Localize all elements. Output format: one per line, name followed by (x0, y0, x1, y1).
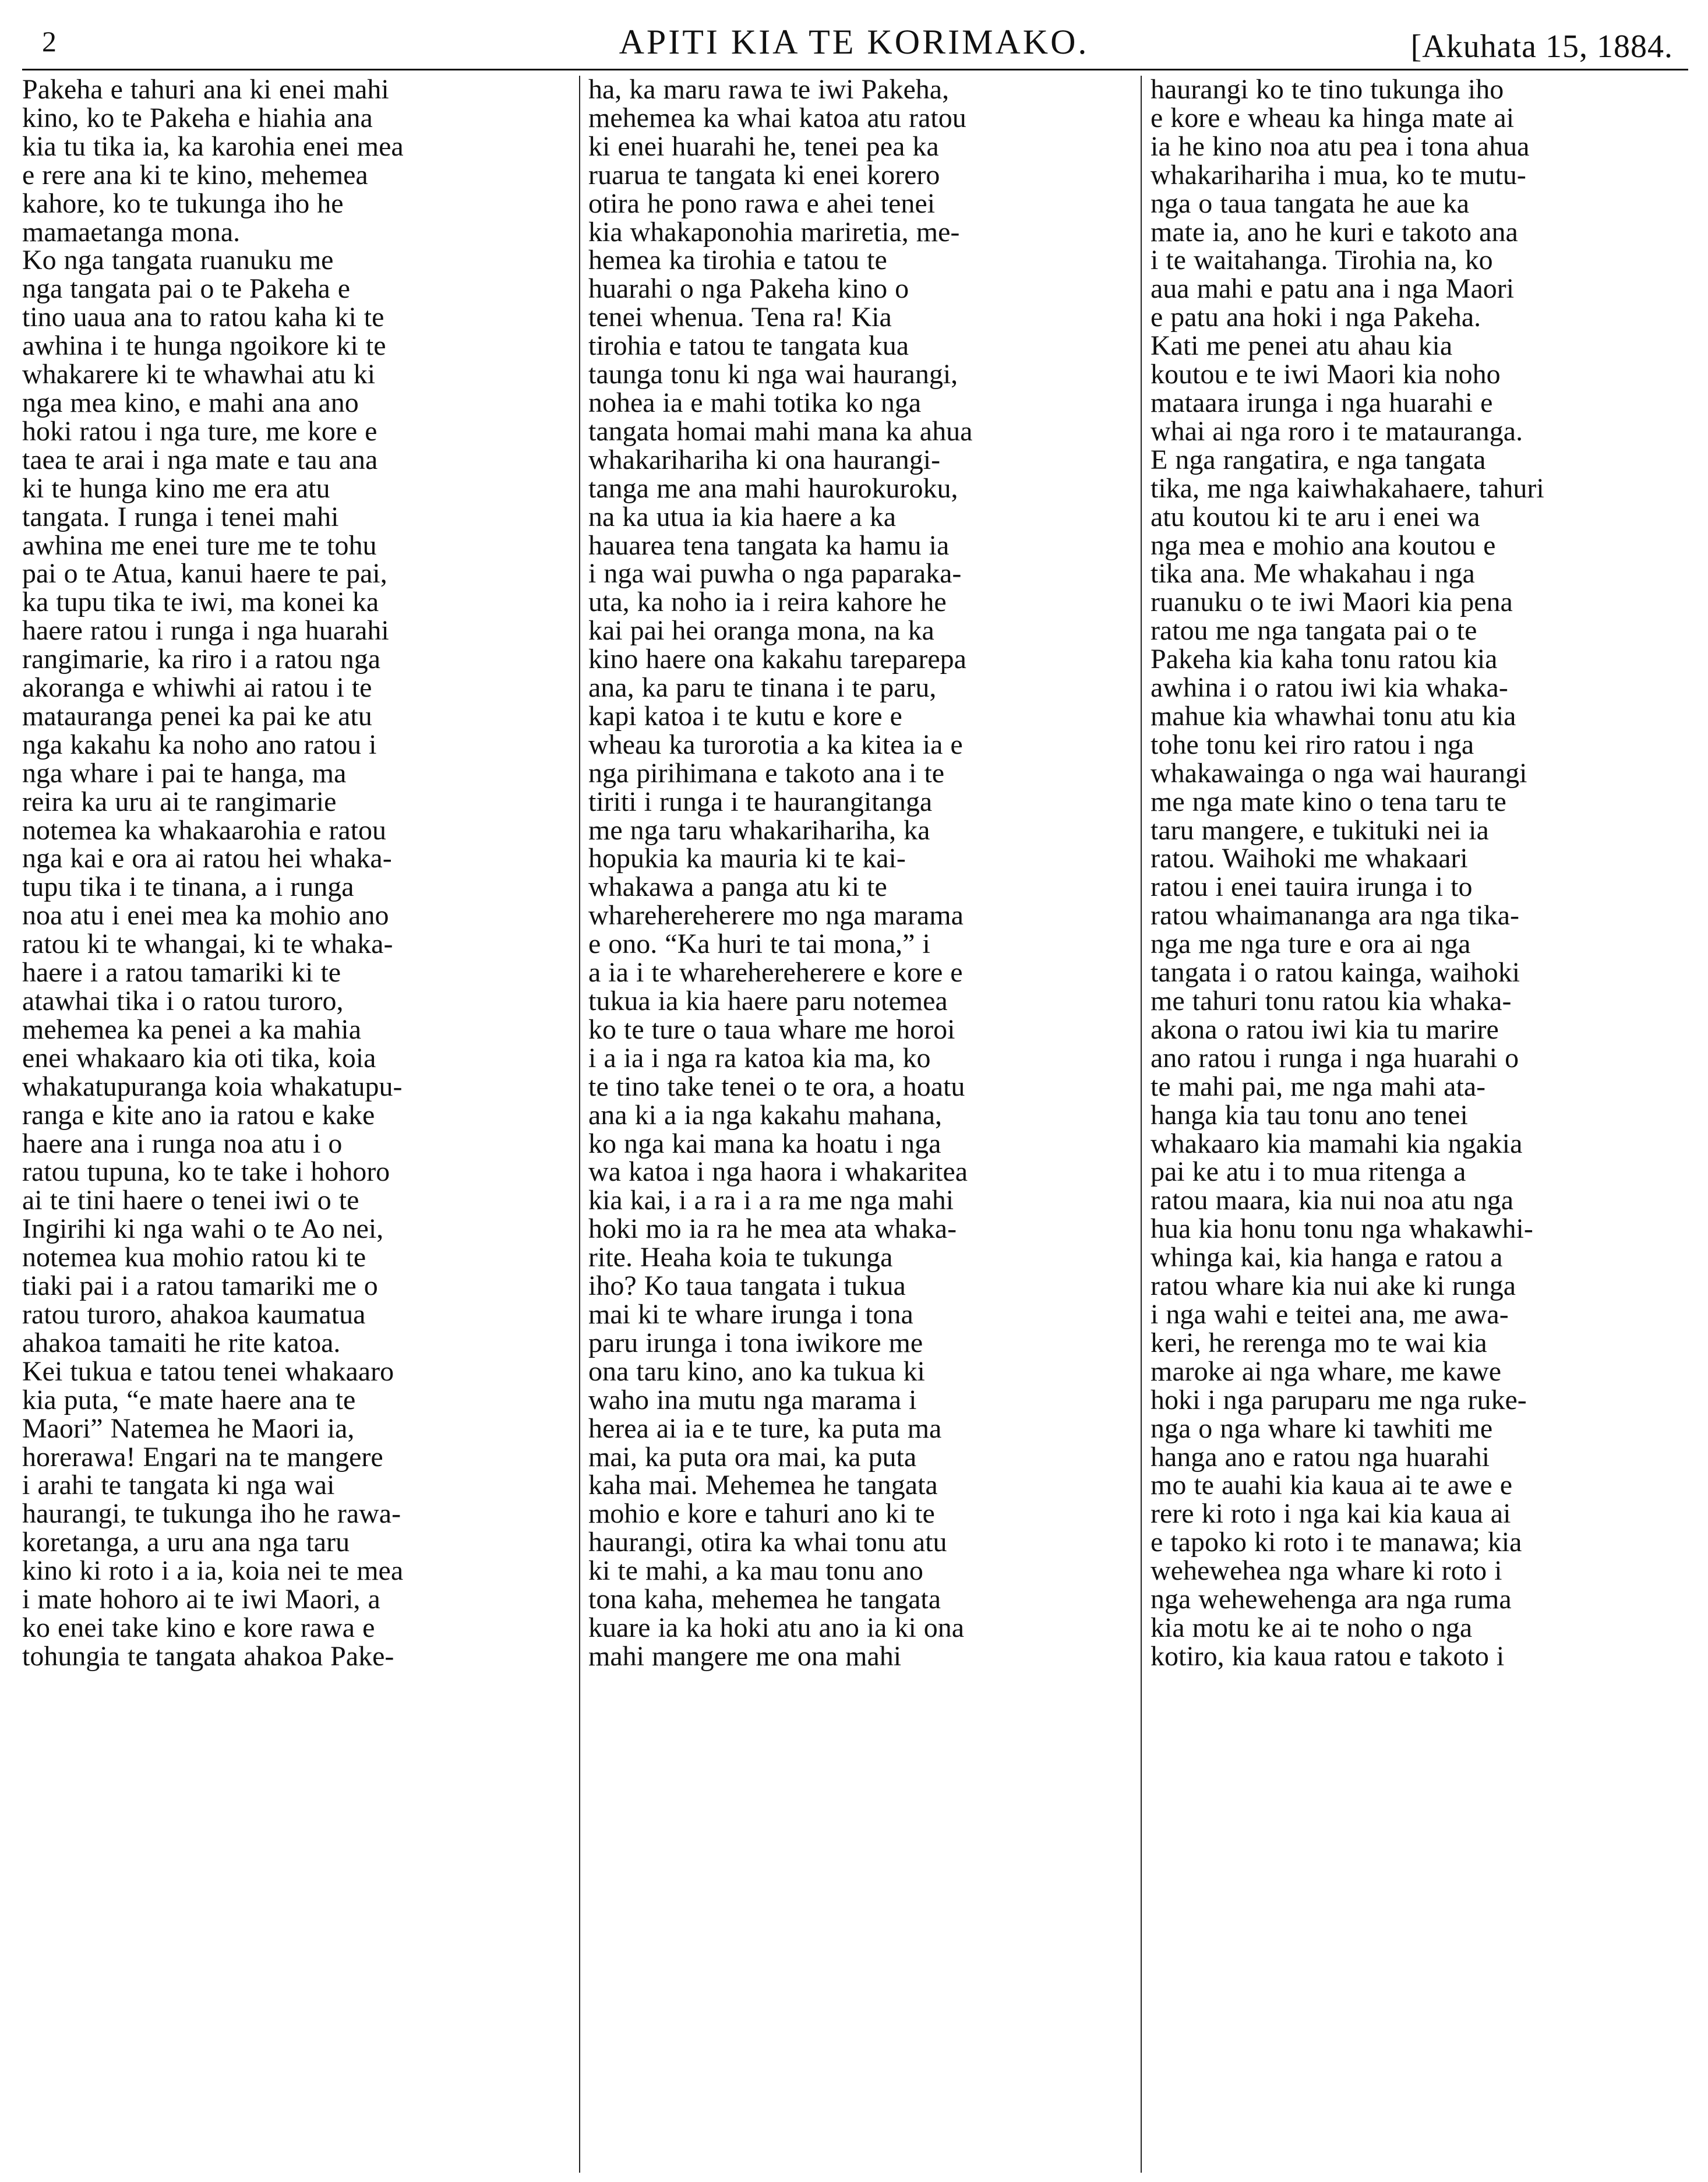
text-line: nga me nga ture e ora ai nga (1151, 928, 1471, 960)
text-line: haere ana i runga noa atu i o (22, 1128, 343, 1159)
text-line: ahakoa tamaiti he rite katoa. (22, 1327, 341, 1358)
text-line: mehemea ka whai katoa atu ratou (588, 102, 966, 133)
text-line: notemea ka whakaarohia e ratou (22, 814, 387, 846)
text-line: whakarihariha i mua, ko te mutu- (1151, 159, 1526, 190)
text-line: Kati me penei atu ahau kia (1151, 330, 1453, 362)
text-line: me tahuri tonu ratou kia whaka- (1151, 986, 1512, 1016)
text-line: ratou i enei tauira irunga i to (1151, 871, 1473, 903)
text-line: Pakeha kia kaha tonu ratou kia (1151, 644, 1498, 675)
text-line: nga o nga whare ki tawhiti me (1151, 1413, 1493, 1444)
text-line: ko te ture o taua whare me horoi (588, 1014, 955, 1045)
text-line: e tapoko ki roto i te manawa; kia (1151, 1527, 1522, 1558)
text-line: me nga mate kino o tena taru te (1151, 786, 1506, 817)
text-line: notemea kua mohio ratou ki te (22, 1242, 366, 1273)
text-line: tiriti i runga i te haurangitanga (588, 786, 933, 817)
text-line: kuare ia ka hoki atu ano ia ki ona (588, 1612, 965, 1643)
text-line: ha, ka maru rawa te iwi Pakeha, (588, 76, 950, 105)
text-line: hanga ano e ratou nga huarahi (1151, 1441, 1490, 1473)
text-line: hoki i nga paruparu me nga ruke- (1151, 1384, 1527, 1415)
text-line: ko nga kai mana ka hoatu i nga (588, 1128, 941, 1159)
text-line: tohe tonu kei riro ratou i nga (1151, 729, 1474, 760)
text-line: ratou. Waihoki me whakaari (1151, 843, 1468, 874)
text-line: kino, ko te Pakeha e hiahia ana (22, 102, 373, 133)
text-line: hemea ka tirohia e tatou te (588, 245, 887, 276)
text-line: haurangi, te tukunga iho he rawa- (22, 1498, 401, 1530)
text-line: awhina me enei ture me te tohu (22, 529, 377, 561)
text-line: nohea ia e mahi totika ko nga (588, 387, 922, 418)
text-line: mai ki te whare irunga i tona (588, 1298, 913, 1330)
text-line: nga kai e ora ai ratou hei whaka- (22, 843, 392, 874)
text-line: koutou e te iwi Maori kia noho (1151, 359, 1501, 390)
text-line: Kei tukua e tatou tenei whakaaro (22, 1355, 394, 1387)
text-line: kotiro, kia kaua ratou e takoto i (1151, 1640, 1505, 1672)
text-line: awhina i o ratou iwi kia whaka- (1151, 672, 1508, 704)
text-line: ratou ki te whangai, ki te whaka- (22, 928, 393, 960)
text-line: a ia i te wharehereherere e kore e (588, 957, 963, 988)
text-line: haurangi, otira ka whai tonu atu (588, 1527, 947, 1558)
page-number: 2 (42, 25, 57, 58)
text-line: tika ana. Me whakahau i nga (1151, 558, 1475, 589)
text-line: hoki mo ia ra he mea ata whaka- (588, 1213, 957, 1245)
text-line: ka tupu tika te iwi, ma konei ka (22, 587, 379, 618)
text-line: ki te mahi, a ka mau tonu ano (588, 1555, 923, 1587)
article-columns (0, 76, 1708, 2173)
text-line: Ingirihi ki nga wahi o te Ao nei, (22, 1213, 384, 1245)
text-line: kai pai hei oranga mona, na ka (588, 615, 934, 647)
text-line: whakawa a panga atu ki te (588, 871, 887, 903)
text-line: kia kai, i a ra i a ra me nga mahi (588, 1185, 954, 1216)
text-line: ana ki a ia nga kakahu mahana, (588, 1099, 943, 1131)
text-line: ai te tini haere o tenei iwi o te (22, 1185, 359, 1216)
text-line: kapi katoa i te kutu e kore e (588, 700, 902, 732)
text-line: wa katoa i nga haora i whakaritea (588, 1156, 968, 1188)
newspaper-title: APITI KIA TE KORIMAKO. (619, 23, 1089, 61)
text-line: mahi mangere me ona mahi (588, 1640, 902, 1672)
text-line: tupu tika i te tinana, a i runga (22, 871, 354, 903)
text-line: otira he pono rawa e ahei tenei (588, 188, 936, 219)
text-line: ki te hunga kino me era atu (22, 472, 330, 504)
text-line: nga mea kino, e mahi ana ano (22, 387, 359, 418)
text-line: reira ka uru ai te rangimarie (22, 786, 337, 817)
text-line: pai ke atu i to mua ritenga a (1151, 1156, 1466, 1188)
text-line: koretanga, a uru ana nga taru (22, 1527, 350, 1558)
text-line: hauarea tena tangata ka hamu ia (588, 529, 950, 561)
text-line: E nga rangatira, e nga tangata (1151, 444, 1486, 475)
text-line: i a ia i nga ra katoa kia ma, ko (588, 1042, 931, 1074)
text-line: aua mahi e patu ana i nga Maori (1151, 273, 1515, 305)
text-line: ranga e kite ano ia ratou e kake (22, 1099, 375, 1131)
text-line: kia puta, “e mate haere ana te (22, 1384, 356, 1415)
text-line: nga pirihimana e takoto ana i te (588, 757, 945, 789)
text-line: ratou tupuna, ko te take i hohoro (22, 1156, 390, 1188)
text-line: whinga kai, kia hanga e ratou a (1151, 1242, 1503, 1273)
text-line: i mate hohoro ai te iwi Maori, a (22, 1584, 380, 1615)
text-line: herea ai ia e te ture, ka puta ma (588, 1413, 942, 1444)
text-line: e ono. “Ka huri te tai mona,” i (588, 928, 930, 960)
text-line: tino uaua ana to ratou kaha ki te (22, 302, 384, 333)
text-line: rangimarie, ka riro i a ratou nga (22, 644, 381, 675)
text-line: mo te auahi kia kaua ai te awe e (1151, 1470, 1513, 1501)
text-line: hanga kia tau tonu ano tenei (1151, 1099, 1468, 1131)
text-line: i arahi te tangata ki nga wai (22, 1470, 335, 1501)
text-line: haere i a ratou tamariki ki te (22, 957, 341, 988)
text-line: mahue kia whawhai tonu atu kia (1151, 700, 1516, 732)
text-line: uta, ka noho ia i reira kahore he (588, 587, 947, 618)
text-line: horerawa! Engari na te mangere (22, 1441, 383, 1473)
text-line: e kore e wheau ka hinga mate ai (1151, 102, 1515, 133)
text-line: nga wehewehenga ara nga ruma (1151, 1584, 1512, 1615)
text-line: me nga taru whakarihariha, ka (588, 814, 930, 846)
text-line: ruarua te tangata ki enei korero (588, 159, 940, 190)
text-line: taea te arai i nga mate e tau ana (22, 444, 378, 475)
text-line: ruanuku o te iwi Maori kia pena (1151, 587, 1513, 618)
text-line: atawhai tika i o ratou turoro, (22, 986, 344, 1016)
text-line: nga tangata pai o te Pakeha e (22, 273, 351, 305)
text-line: Pakeha e tahuri ana ki enei mahi (22, 76, 389, 105)
text-line: keri, he rerenga mo te wai kia (1151, 1327, 1487, 1358)
text-line: ratou whaimananga ara nga tika- (1151, 900, 1520, 931)
text-line: nga mea e mohio ana koutou e (1151, 529, 1496, 561)
text-line: mate ia, ano he kuri e takoto ana (1151, 216, 1518, 248)
text-line: mehemea ka penei a ka mahia (22, 1014, 362, 1045)
text-line: tenei whenua. Tena ra! Kia (588, 302, 892, 333)
text-column-1 (22, 76, 570, 2173)
text-line: maroke ai nga whare, me kawe (1151, 1355, 1502, 1387)
text-line: noa atu i enei mea ka mohio ano (22, 900, 389, 931)
text-line: pai o te Atua, kanui haere te pai, (22, 558, 387, 589)
text-line: tona kaha, mehemea he tangata (588, 1584, 941, 1615)
text-line: ratou maara, kia nui noa atu nga (1151, 1185, 1514, 1216)
text-line: akona o ratou iwi kia tu marire (1151, 1014, 1499, 1045)
text-line: wehewehea nga whare ki roto i (1151, 1555, 1502, 1587)
text-line: matauranga penei ka pai ke atu (22, 700, 372, 732)
text-line: whakatupuranga koia whakatupu- (22, 1071, 403, 1102)
text-line: tohungia te tangata ahakoa Pake- (22, 1640, 394, 1672)
text-line: mataara irunga i nga huarahi e (1151, 387, 1493, 418)
text-line: whakarere ki te whawhai atu ki (22, 359, 376, 390)
text-line: rere ki roto i nga kai kia kaua ai (1151, 1498, 1511, 1530)
header-rule (22, 69, 1688, 70)
text-line: atu koutou ki te aru i enei wa (1151, 501, 1480, 532)
text-line: nga whare i pai te hanga, ma (22, 757, 347, 789)
text-line: whakawainga o nga wai haurangi (1151, 757, 1527, 789)
text-line: ko enei take kino e kore rawa e (22, 1612, 375, 1643)
text-line: taunga tonu ki nga wai haurangi, (588, 359, 958, 390)
text-line: ratou me nga tangata pai o te (1151, 615, 1477, 647)
text-line: tukua ia kia haere paru notemea (588, 986, 948, 1016)
text-line: enei whakaaro kia oti tika, koia (22, 1042, 376, 1074)
text-line: kino ki roto i a ia, koia nei te mea (22, 1555, 404, 1587)
text-line: mamaetanga mona. (22, 216, 241, 248)
text-line: hua kia honu tonu nga whakawhi- (1151, 1213, 1533, 1245)
text-line: tanga me ana mahi haurokuroku, (588, 472, 958, 504)
text-line: kia motu ke ai te noho o nga (1151, 1612, 1473, 1643)
text-line: te tino take tenei o te ora, a hoatu (588, 1071, 965, 1102)
text-line: haere ratou i runga i nga huarahi (22, 615, 389, 647)
text-line: e patu ana hoki i nga Pakeha. (1151, 302, 1481, 333)
text-line: rite. Heaha koia te tukunga (588, 1242, 893, 1273)
column-divider (579, 76, 580, 2173)
text-line: ano ratou i runga i nga huarahi o (1151, 1042, 1519, 1074)
text-line: ratou turoro, ahakoa kaumatua (22, 1298, 366, 1330)
text-line: nga o taua tangata he aue ka (1151, 188, 1470, 219)
text-column-2 (588, 76, 1136, 2173)
text-line: kino haere ona kakahu tareparepa (588, 644, 966, 675)
text-line: ia he kino noa atu pea i tona ahua (1151, 130, 1530, 162)
text-line: whakaaro kia mamahi kia ngakia (1151, 1128, 1523, 1159)
text-line: mai, ka puta ora mai, ka puta (588, 1441, 917, 1473)
text-line: nga kakahu ka noho ano ratou i (22, 729, 377, 760)
text-line: tika, me nga kaiwhakahaere, tahuri (1151, 472, 1544, 504)
text-line: e rere ana ki te kino, mehemea (22, 159, 368, 190)
text-line: tiaki pai i a ratou tamariki me o (22, 1270, 378, 1302)
text-line: hopukia ka mauria ki te kai- (588, 843, 906, 874)
text-line: i nga wai puwha o nga paparaka- (588, 558, 962, 589)
text-line: paru irunga i tona iwikore me (588, 1327, 923, 1358)
text-line: akoranga e whiwhi ai ratou i te (22, 672, 372, 704)
text-line: i nga wahi e teitei ana, me awa- (1151, 1298, 1509, 1330)
text-line: ratou whare kia nui ake ki runga (1151, 1270, 1516, 1302)
text-line: i te waitahanga. Tirohia na, ko (1151, 245, 1493, 276)
text-line: tangata homai mahi mana ka ahua (588, 415, 973, 447)
text-line: kia whakaponohia mariretia, me- (588, 216, 960, 248)
text-line: ona taru kino, ano ka tukua ki (588, 1355, 925, 1387)
text-line: wharehereherere mo nga marama (588, 900, 964, 931)
text-line: hoki ratou i nga ture, me kore e (22, 415, 377, 447)
text-line: ana, ka paru te tinana i te paru, (588, 672, 937, 704)
text-line: kaha mai. Mehemea he tangata (588, 1470, 938, 1501)
text-line: Maori” Natemea he Maori ia, (22, 1413, 355, 1444)
text-line: na ka utua ia kia haere a ka (588, 501, 897, 532)
issue-date: [Akuhata 15, 1884. (1410, 29, 1673, 65)
text-line: huarahi o nga Pakeha kino o (588, 273, 909, 305)
text-line: Ko nga tangata ruanuku me (22, 245, 334, 276)
text-line: taru mangere, e tukituki nei ia (1151, 814, 1489, 846)
text-line: haurangi ko te tino tukunga iho (1151, 76, 1504, 105)
text-line: ki enei huarahi he, tenei pea ka (588, 130, 939, 162)
text-line: tirohia e tatou te tangata kua (588, 330, 909, 362)
text-line: wheau ka turorotia a ka kitea ia e (588, 729, 963, 760)
column-divider (1141, 76, 1142, 2173)
text-line: whai ai nga roro i te matauranga. (1151, 415, 1523, 447)
page-header (0, 0, 1708, 64)
text-line: mohio e kore e tahuri ano ki te (588, 1498, 935, 1530)
text-line: waho ina mutu nga marama i (588, 1384, 917, 1415)
text-line: iho? Ko taua tangata i tukua (588, 1270, 906, 1302)
text-column-3 (1151, 76, 1692, 2173)
text-line: whakarihariha ki ona haurangi- (588, 444, 941, 475)
text-line: tangata i o ratou kainga, waihoki (1151, 957, 1520, 988)
text-line: te mahi pai, me nga mahi ata- (1151, 1071, 1486, 1102)
text-line: kia tu tika ia, ka karohia enei mea (22, 130, 404, 162)
text-line: awhina i te hunga ngoikore ki te (22, 330, 386, 362)
text-line: tangata. I runga i tenei mahi (22, 501, 339, 532)
text-line: kahore, ko te tukunga iho he (22, 188, 344, 219)
